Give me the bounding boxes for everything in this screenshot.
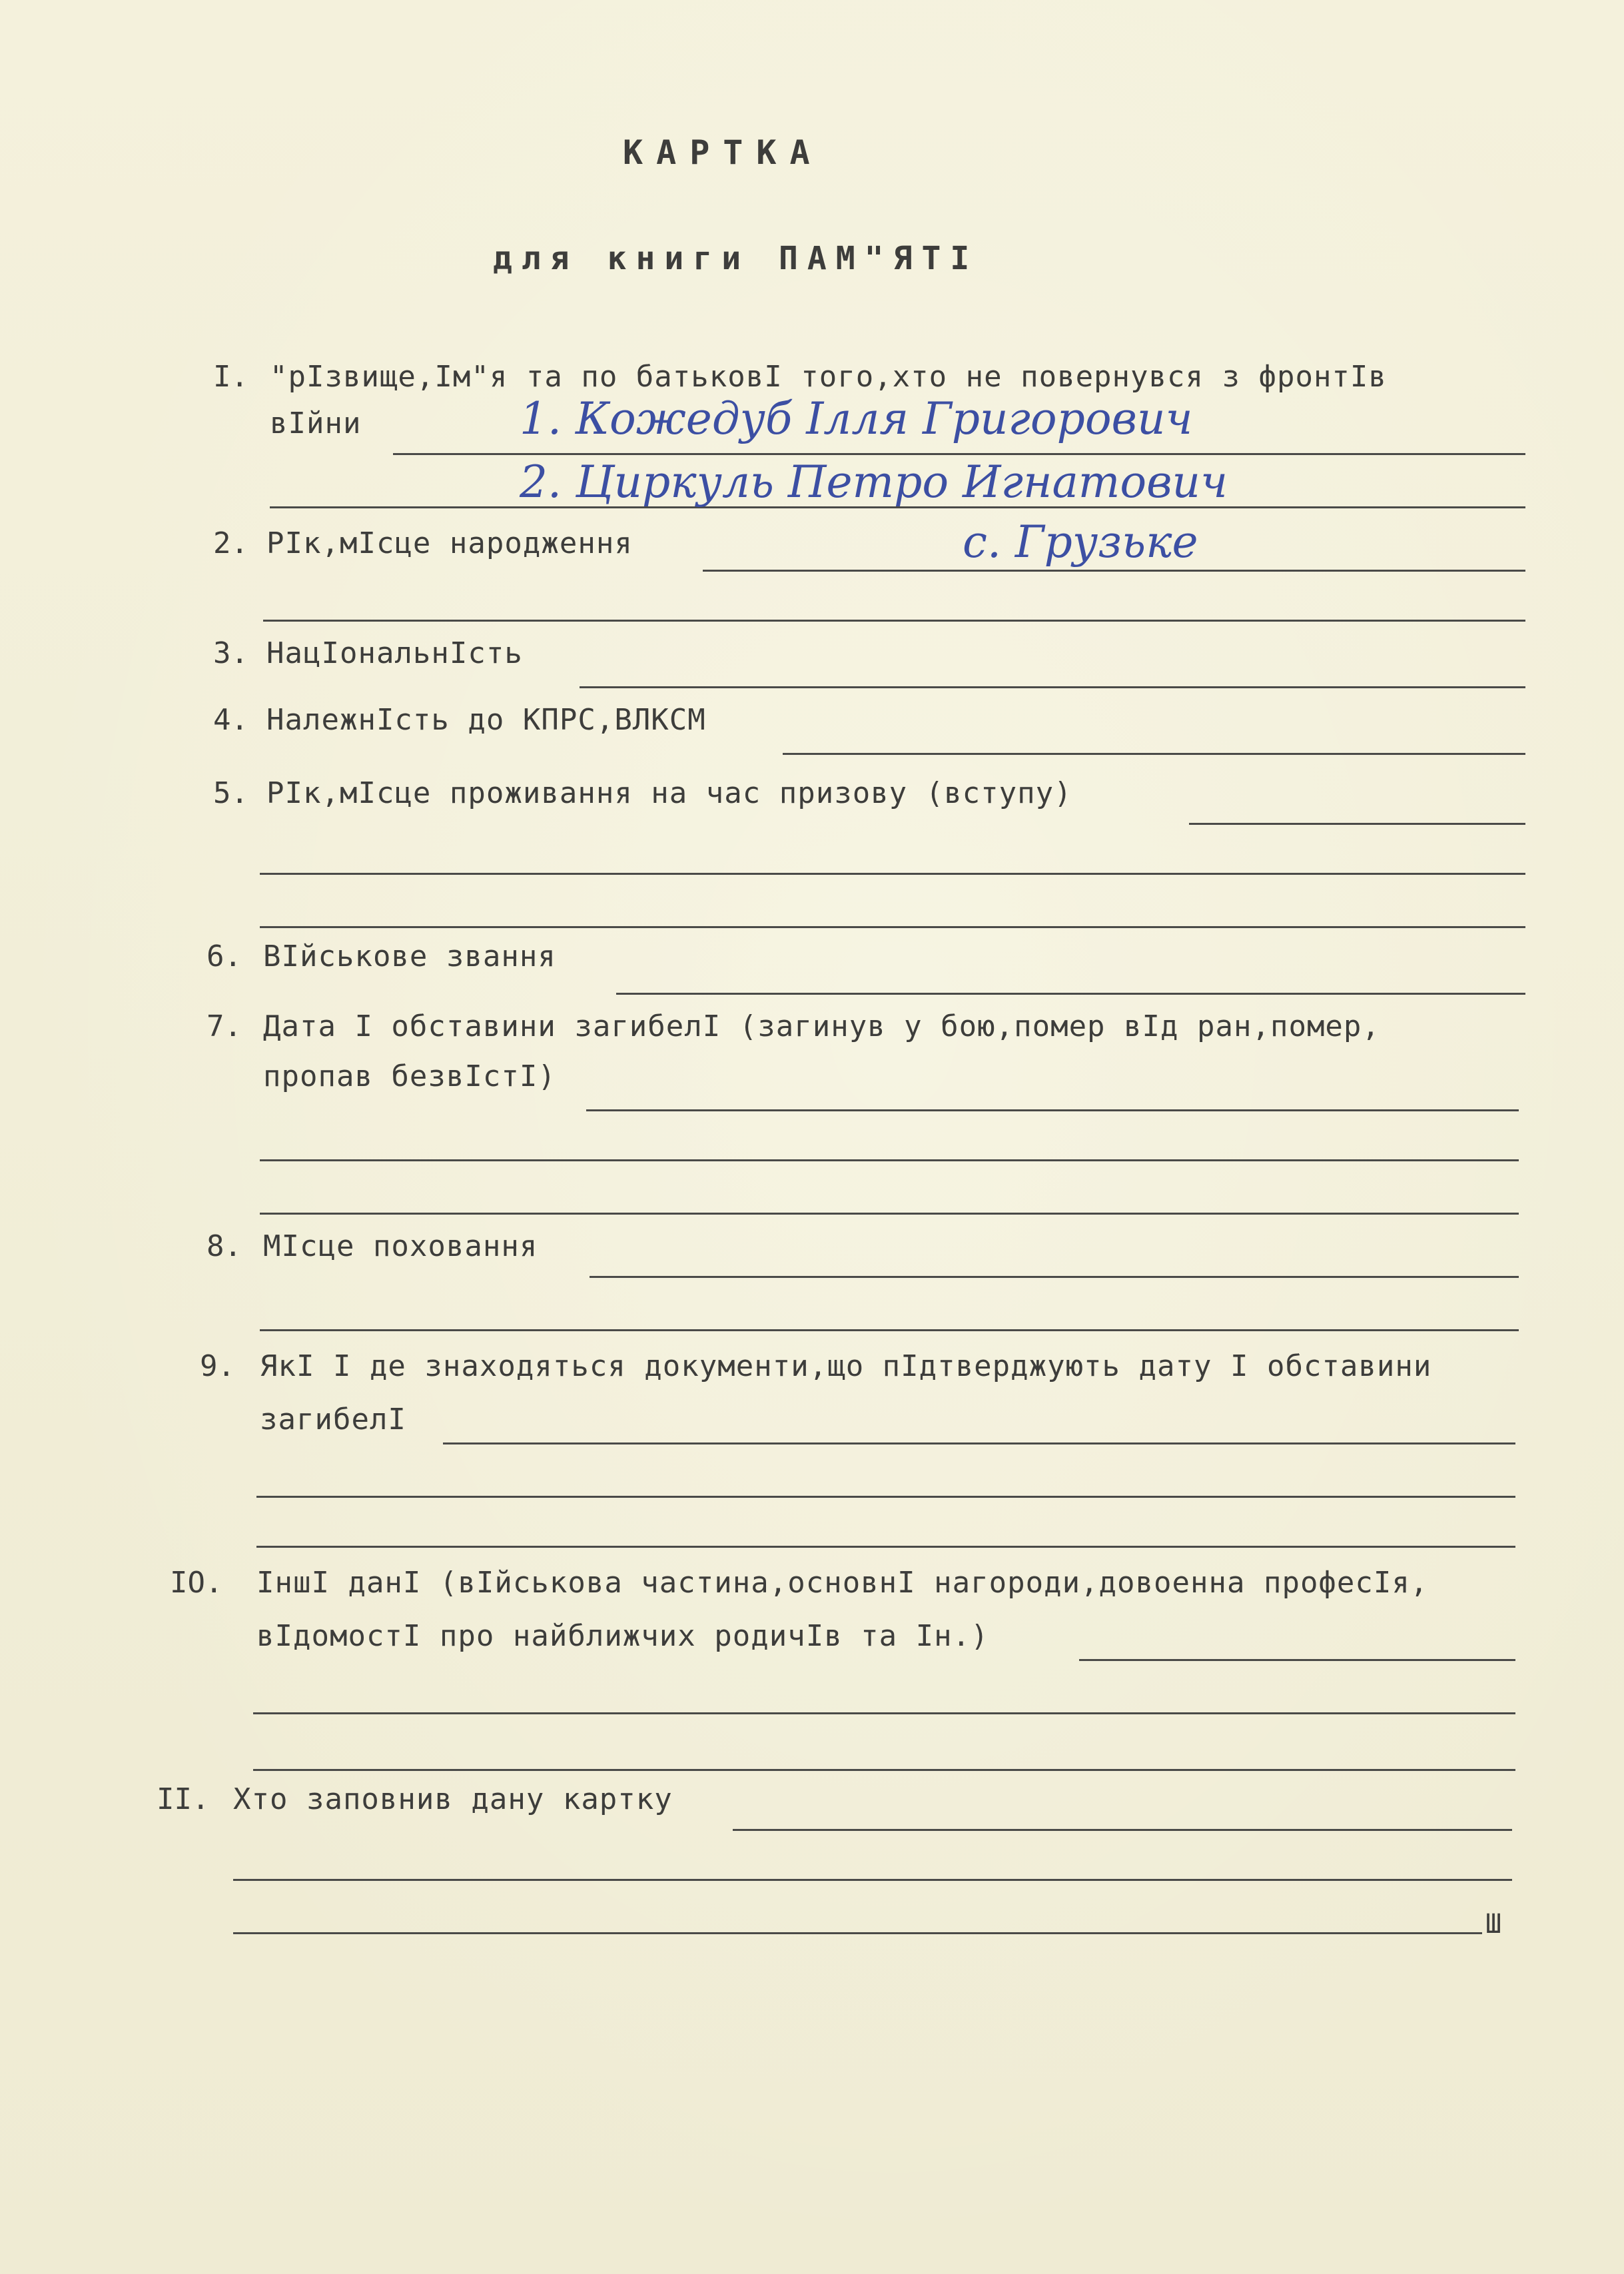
item-8-line-1 (590, 1276, 1519, 1278)
item-10-label: ІншІ данІ (вІйськова частина,основнІ нагороди,довоенна професІя, (256, 1566, 1429, 1600)
item-11-line-1 (733, 1829, 1512, 1831)
item-9-line-3 (256, 1546, 1515, 1548)
item-7-line-1 (586, 1109, 1519, 1111)
item-7-label-cont: пропав безвІстІ) (263, 1059, 556, 1093)
item-9-line-1 (443, 1442, 1515, 1444)
item-9-label: ЯкІ І де знаходяться документи,що пІдтверджують дату І обставини (260, 1349, 1432, 1383)
item-4-number: 4. (213, 703, 248, 737)
footer-mark: Ш (1485, 1909, 1503, 1940)
item-10-line-1 (1079, 1659, 1515, 1661)
item-1-line-1 (393, 453, 1525, 455)
item-8-line-2 (260, 1329, 1519, 1331)
item-5-line-3 (260, 926, 1525, 928)
item-2-number: 2. (213, 526, 248, 560)
item-6-line (616, 993, 1525, 995)
item-5-number: 5. (213, 776, 248, 810)
item-11-number: II. (157, 1782, 210, 1816)
item-11-label: Хто заповнив дану картку (233, 1782, 673, 1816)
item-7-line-2 (260, 1159, 1519, 1161)
item-7-label: Дата І обставини загибелІ (загинув у бою,помер вІд ран,помер, (263, 1009, 1380, 1043)
item-10-line-2 (253, 1712, 1515, 1714)
card-subtitle: для книги ПАМ"ЯТІ (493, 240, 979, 277)
item-2-line-2 (263, 620, 1525, 622)
item-4-line (783, 753, 1525, 755)
item-5-line-2 (260, 873, 1525, 875)
item-5-label: РІк,мІсце проживання на час призову (вступу) (266, 776, 1072, 810)
item-1-handwriting-2: 2. Циркуль Петро Игнатович (520, 456, 1228, 508)
item-2-handwriting: с. Грузьке (963, 516, 1198, 568)
item-6-number: 6. (206, 939, 242, 973)
item-8-number: 8. (206, 1229, 242, 1263)
item-3-number: 3. (213, 636, 248, 670)
item-5-line-1 (1189, 823, 1525, 825)
item-1-handwriting-1: 1. Кожедуб Ілля Григорович (520, 393, 1193, 444)
item-11-line-3 (233, 1932, 1482, 1934)
item-1-label: "рІзвище,Ім"я та по батьковІ того,хто не повернувся з фронтІв (270, 360, 1387, 394)
item-8-label: МІсце поховання (263, 1229, 538, 1263)
item-1-label-cont: вІйни (270, 406, 362, 440)
item-4-label: НалежнІсть до КПРС,ВЛКСМ (266, 703, 706, 737)
item-9-number: 9. (200, 1349, 235, 1383)
item-3-line (580, 686, 1525, 688)
item-9-label-cont: загибелІ (260, 1403, 406, 1436)
item-9-line-2 (256, 1496, 1515, 1498)
item-10-line-3 (253, 1769, 1515, 1771)
item-3-label: НацІональнІсть (266, 636, 523, 670)
item-2-label: РІк,мІсце народження (266, 526, 633, 560)
item-2-line-1 (703, 570, 1525, 572)
item-10-number: IO. (170, 1566, 223, 1600)
item-1-number: I. (213, 360, 248, 394)
item-6-label: ВІйськове звання (263, 939, 556, 973)
card-title: КАРТКА (623, 133, 823, 172)
item-10-label-cont: вІдомостІ про найближчих родичІв та Ін.) (256, 1619, 989, 1653)
item-7-line-3 (260, 1213, 1519, 1215)
item-11-line-2 (233, 1879, 1512, 1881)
item-7-number: 7. (206, 1009, 242, 1043)
